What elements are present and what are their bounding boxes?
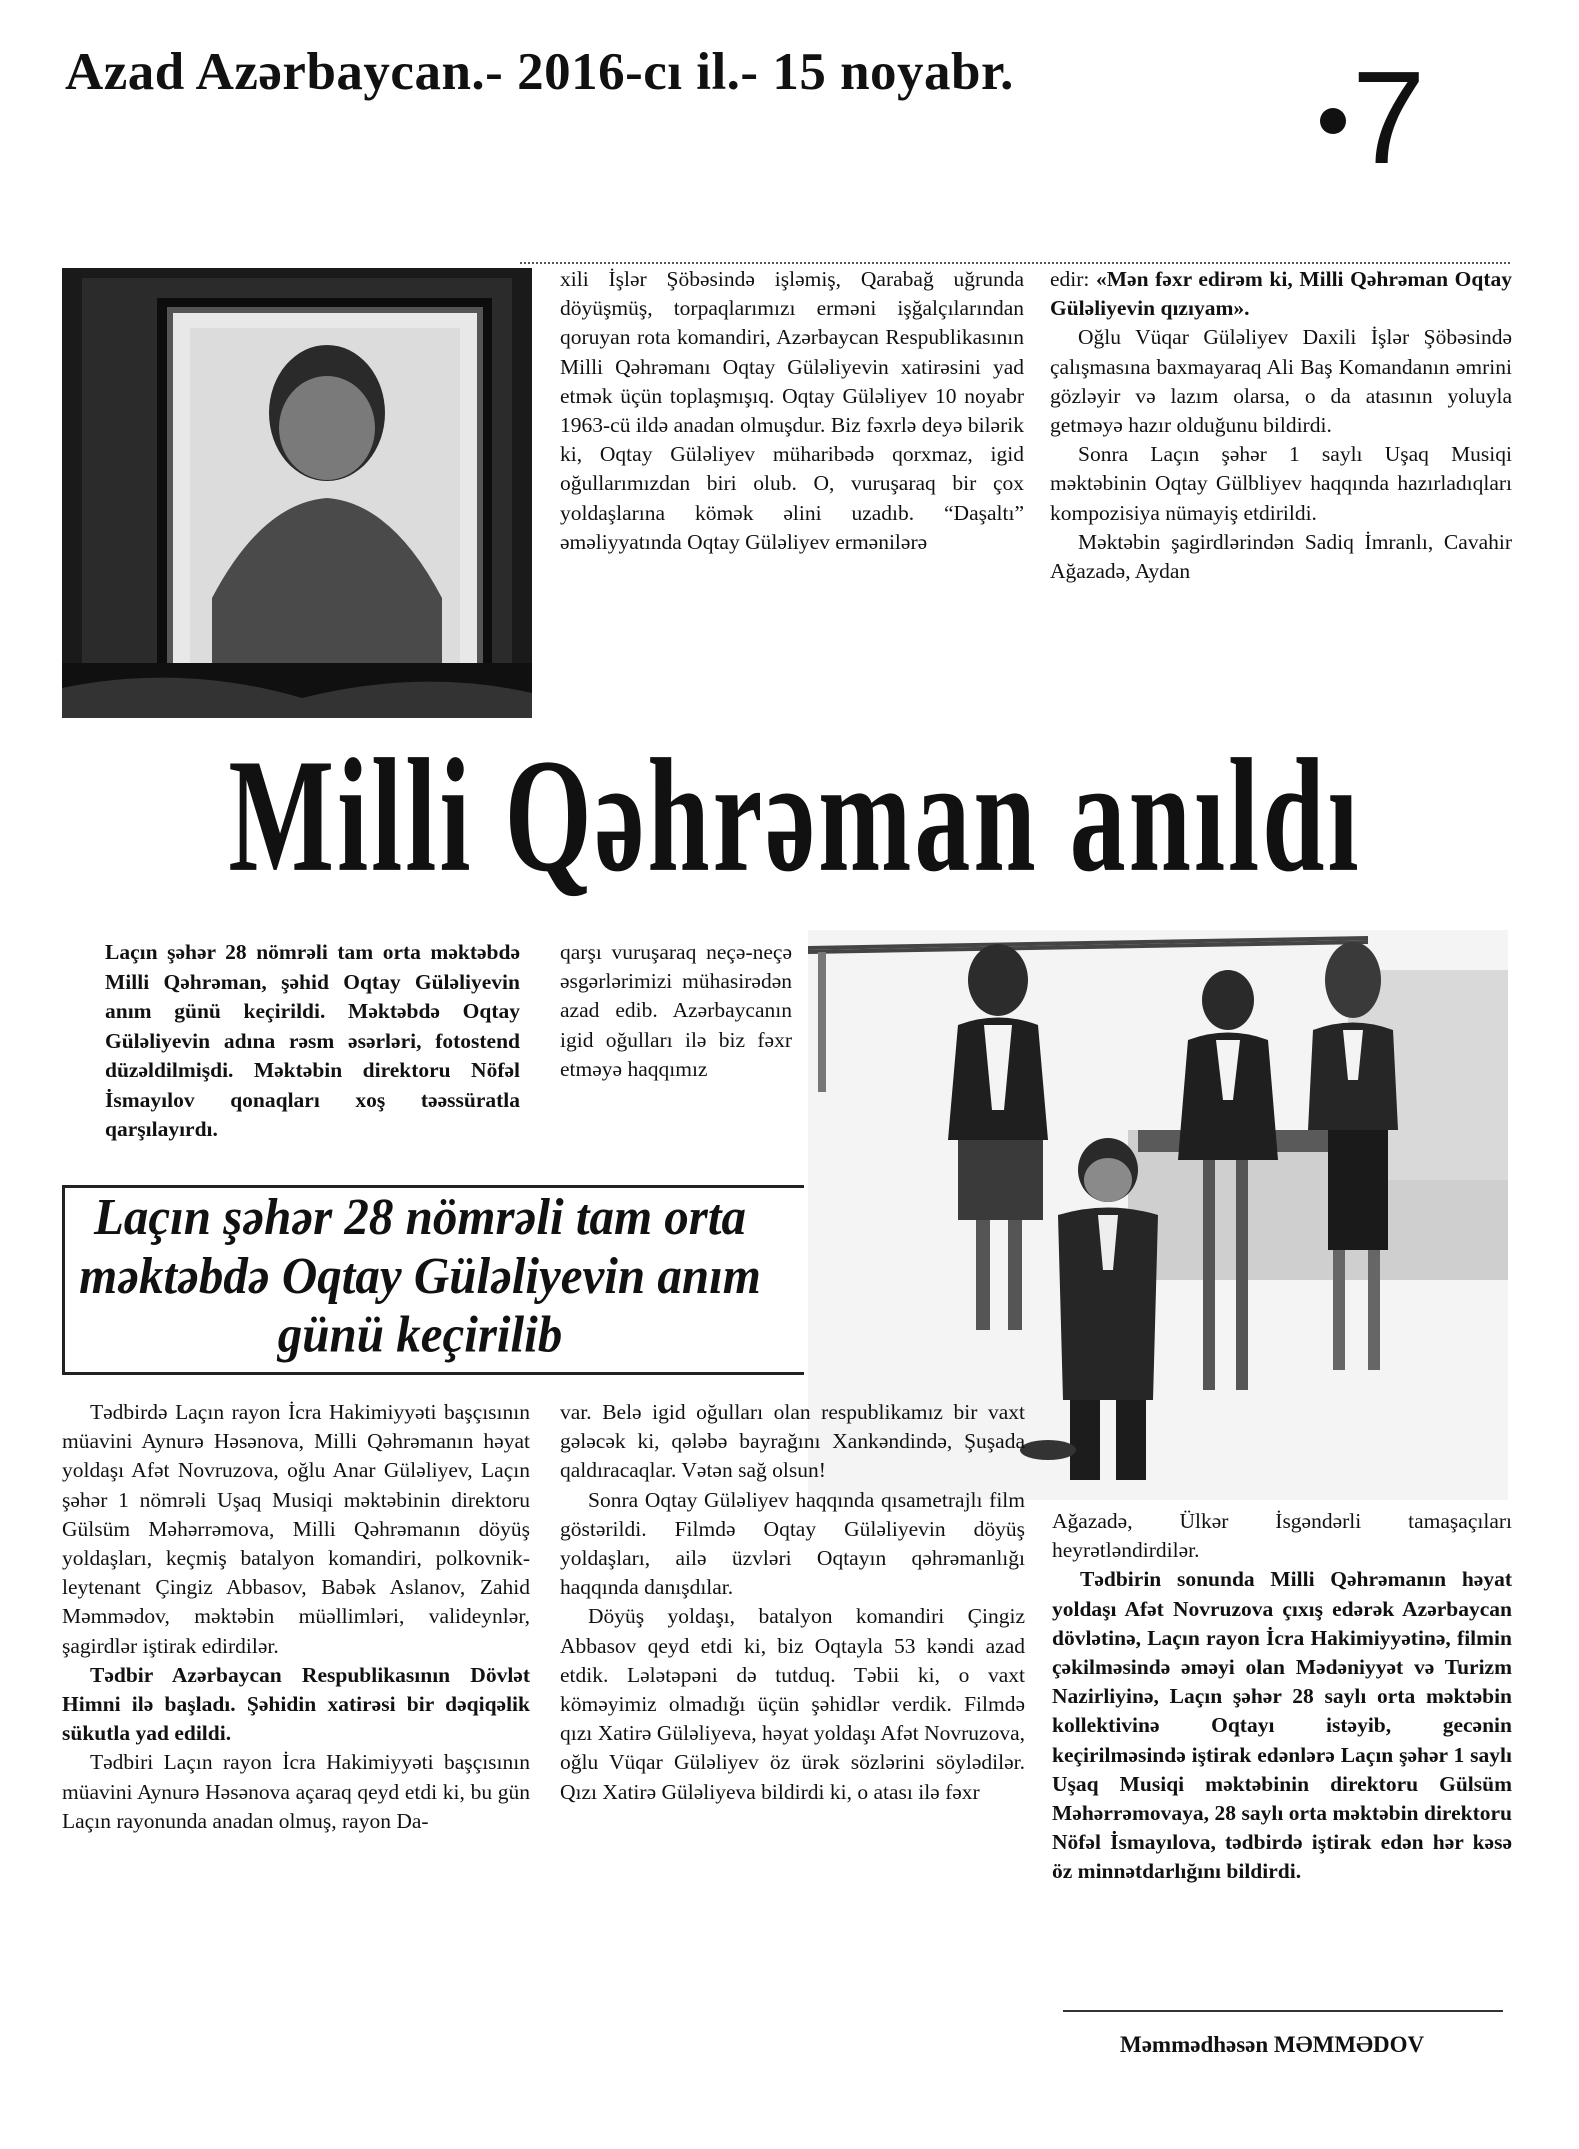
page-number: 7 xyxy=(1352,44,1426,191)
subheading-rule-left xyxy=(62,1185,65,1375)
bottom-column-2 xyxy=(560,1398,1025,1807)
top-column-right xyxy=(1050,265,1512,586)
top-rule xyxy=(520,262,1510,264)
subheading-rule-bottom xyxy=(62,1372,804,1375)
film-paragraph: Sonra Oqtay Güləliyev haqqında qısametrajlı film göstərildi. Filmdə Oqtay Güləliyevin döyüş yoldaşları, ailə üzvləri Oqtayın qəhrəmanlığı haqqında danışdılar. xyxy=(560,1487,1025,1600)
republic-paragraph: var. Belə igid oğulları olan respublikamız bir vaxt gələcək ki, qələbə bayrağını Xankəndində, Şuşada qaldıracaqlar. Vətən sağ olsun! xyxy=(560,1400,1025,1483)
masthead: Azad Azərbaycan.- 2016-cı il.- 15 noyabr. xyxy=(65,43,1014,101)
mid-narrow-column xyxy=(560,938,792,1084)
gratitude-text: Tədbirin sonunda Milli Qəhrəmanın həyat yoldaşı Afət Novruzova çıxış edərək Azərbaycan dövlətinə, Laçın rayon İcra Hakimiyyətinə, filmin çəkilməsində əməyi olan Mədəniyyət və Turizm Nazirliyinə, Laçın şəhər 28 saylı orta məktəbin kollektivinə Oqtayı istəyib, gecənin keçirilməsində iştirak edənlərə Laçın şəhər 1 saylı Uşaq Musiqi məktəbinin direktoru Gülsüm Məhərrəmovaya, 28 saylı orta məktəbin direktoru Nöfəl İsmayılova, tədbirdə iştirak edən hər kəsə öz minnətdarlığını bildirdi. xyxy=(1052,1567,1512,1884)
portrait-photo xyxy=(62,268,532,718)
daughter-quote: «Mən fəxr edirəm ki, Milli Qəhrəman Oqtay Güləliyevin qızıyam». xyxy=(1050,267,1512,321)
anthem-text: Tədbir Azərbaycan Respublikasının Dövlət Himni ilə başladı. Şəhidin xatirəsi bir dəqiqəlik sükutla yad edildi. xyxy=(62,1662,530,1746)
top-column-middle xyxy=(560,265,1024,557)
mid-narrow-text: qarşı vuruşaraq neçə-neçə əsgərlərimizi mühasirədən azad edib. Azərbaycanın igid oğulları ilə biz fəxr etməyə haqqımız xyxy=(560,940,792,1081)
music-school-paragraph: Sonra Laçın şəhər 1 saylı Uşaq Musiqi məktəbinin Oqtay Gülbliyev haqqında hazırladıqları kompozisiya nümayiş etdirildi. xyxy=(1050,442,1512,525)
performers-paragraph: Ağazadə, Ülkər İsgəndərli tamaşaçıları heyrətləndirdilər. xyxy=(1052,1509,1512,1563)
bottom-column-3 xyxy=(1052,1507,1512,1887)
subheading: Laçın şəhər 28 nömrəli tam orta məktəbdə Oqtay Güləliyevin anım günü keçirilib xyxy=(79,1187,761,1364)
quote-paragraph xyxy=(1050,265,1512,323)
anthem-paragraph xyxy=(62,1661,530,1749)
byline-rule xyxy=(1063,2010,1503,2012)
opening-paragraph: Tədbiri Laçın rayon İcra Hakimiyyəti başçısının müavini Aynurə Həsənova açaraq qeyd etdi ki, bu gün Laçın rayonunda anadan olmuş, rayon Da- xyxy=(62,1750,530,1833)
headline: Milli Qəhrəman anıldı xyxy=(228,726,1362,907)
gratitude-paragraph xyxy=(1052,1565,1512,1886)
lead-paragraph: Laçın şəhər 28 nömrəli tam orta məktəbdə Milli Qəhrəman, şəhid Oqtay Güləliyevin anım günü keçirildi. Məktəbdə Oqtay Güləliyevin adına rəsm əsərləri, fotostend düzəldilmişdi. Məktəbin direktoru Nöfəl İsmayılov qonaqları xoş təəssüratla qarşılayırdı. xyxy=(105,940,520,1141)
attendees-paragraph: Tədbirdə Laçın rayon İcra Hakimiyyəti başçısının müavini Aynurə Həsənova, Milli Qəhrəmanın həyat yoldaşı Afət Novruzova, oğlu Anar Güləliyev, Laçın şəhər 1 nömrəli Uşaq Musiqi məktəbinin direktoru Gülsüm Məhərrəmova, Milli Qəhrəmanın döyüş yoldaşları, keçmiş batalyon komandiri, polkovnik-leytenant Çingiz Abbasov, Babək Aslanov, Zahid Məmmədov, məktəbin müəllimləri, valideynlər, şagirdlər iştirak edirdilər. xyxy=(62,1400,530,1658)
son-paragraph: Oğlu Vüqar Güləliyev Daxili İşlər Şöbəsində çalışmasına baxmayaraq Ali Baş Komandanın əmrini gözləyir və lazım olarsa, o da atasının yoluyla getməyə hazır olduğunu bildirdi. xyxy=(1050,325,1512,438)
page-number-dot xyxy=(1320,108,1346,134)
bottom-column-1 xyxy=(62,1398,530,1836)
byline: Məmmədhəsən MƏMMƏDOV xyxy=(1120,2032,1425,2057)
quote-lead: edir: xyxy=(1050,267,1096,291)
top-middle-text: xili İşlər Şöbəsində işləmiş, Qarabağ uğrunda döyüşmüş, torpaqlarımızı erməni işğalçılarından qoruyan rota komandiri, Azərbaycan Respublikasının Milli Qəhrəmanı Oqtay Güləliyevin xatirəsini yad etmək üçün toplaşmışıq. Oqtay Güləliyev 10 noyabr 1963-cü ildə anadan olmuşdur. Biz fəxrlə deyə bilərik ki, Oqtay Güləliyev müharibədə qorxmaz, igid oğullarımızdan biri olub. O, vuruşaraq bir çox yoldaşlarına kömək əlini uzadıb. “Daşaltı” əməliyyatında Oqtay Güləliyev ermənilərə xyxy=(560,267,1024,554)
abbasov-paragraph: Döyüş yoldaşı, batalyon komandiri Çingiz Abbasov qeyd etdi ki, biz Oqtayla 53 kəndi azad etdik. Lələtəpəni də tutduq. Təbii ki, o vaxt köməyimiz olmadığı üçün şəhidlər verdik. Filmdə qızı Xatirə Güləliyeva, həyat yoldaşı Afət Novruzova, oğlu Vüqar Güləliyev öz ürək sözlərini söylədilər. Qızı Xatirə Güləliyeva bildirdi ki, o atası ilə fəxr xyxy=(560,1604,1025,1804)
students-paragraph: Məktəbin şagirdlərindən Sadiq İmranlı, Cavahir Ağazadə, Aydan xyxy=(1050,529,1512,584)
